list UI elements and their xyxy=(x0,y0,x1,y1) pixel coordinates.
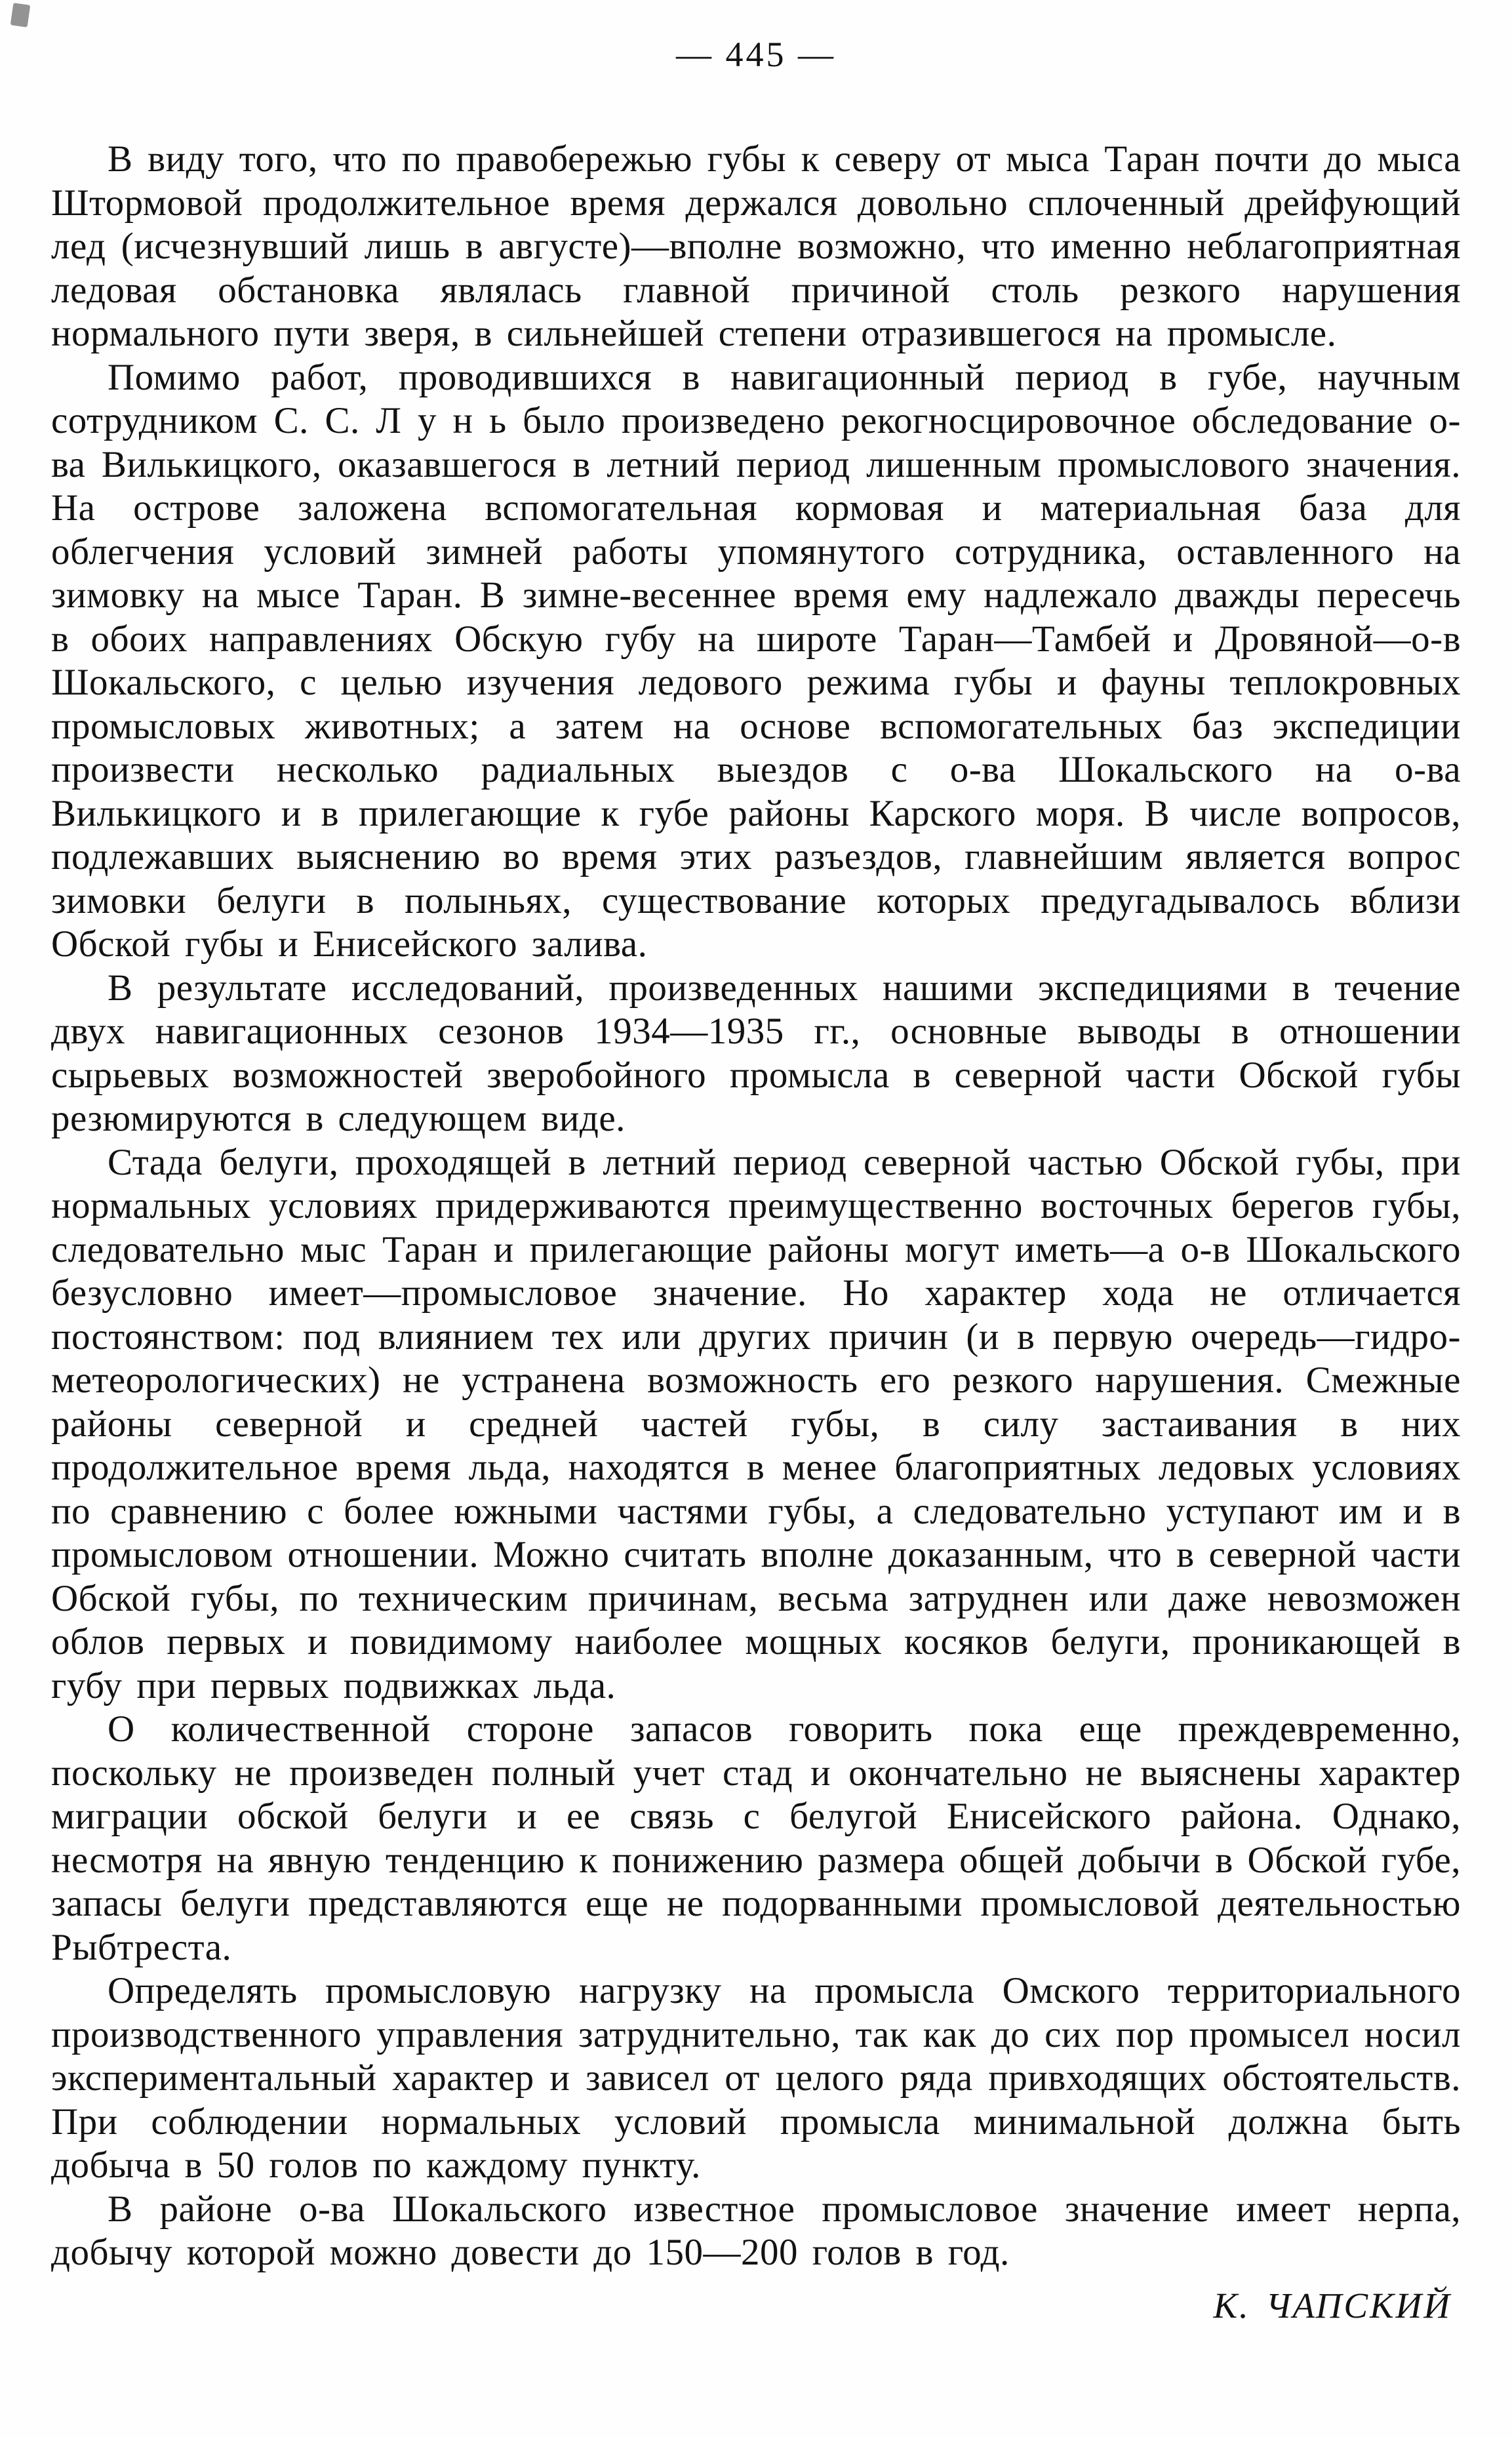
paragraph-beluga-herds: Стада белуги, проходящей в летний период северной частью Обской губы, при нормальных условиях придерживаются преимущественно восточных берегов губы, следовательно мыс Таран и прилегающие районы могут иметь—а о-в Шокальского безусловно имеет—промысловое значение. Но характер хода не отличается постоянством: под влиянием тех или других причин (и в первую очередь—гидро-метеорологических) не устранена возможность его резкого нарушения. Смежные районы северной и средней частей губы, в силу застаивания в них продолжительное время льда, находятся в менее благоприятных ледовых условиях по сравнению с более южными частями губы, а следовательно уступают им и в промысловом отношении. Можно считать вполне доказанным, что в северной части Обской губы, по техническим причинам, весьма затруднен или даже невозможен облов первых и повидимому наиболее мощных косяков белуги, проникающей в губу при первых подвижках льда. xyxy=(51,1141,1461,1706)
paragraph-ice-conditions: В виду того, что по правобережью губы к северу от мыса Таран почти до мыса Штормовой продолжительное время держался довольно сплоченный дрейфующий лед (исчезнувший лишь в августе)—вполне возможно, что именно неблагоприятная ледовая обстановка являлась главной причиной столь резкого нарушения нормального пути зверя, в сильнейшей степени отразившегося на промысле. xyxy=(51,138,1461,354)
paragraph-results-summary: В результате исследований, произведенных нашими экспедициями в течение двух навигационных сезонов 1934—1935 гг., основные выводы в отношении сырьевых возможностей зверобойного промысла в северной части Обской губы резюмируются в следующем виде. xyxy=(51,967,1461,1139)
paragraph-lun-survey: Помимо работ, проводившихся в навигационный период в губе, научным сотрудником С. С. Л у н ь было произведено рекогносцировочное обследование о-ва Вилькицкого, оказавшегося в летний период лишенным промыслового значения. На острове заложена вспомогательная кормовая и материальная база для облегчения условий зимней работы упомянутого сотрудника, оставленного на зимовку на мысе Таран. В зимне-весеннее время ему надлежало дважды пересечь в обоих направлениях Обскую губу на широте Таран—Тамбей и Дровяной—о-в Шокальского, с целью изучения ледового режима губы и фауны теплокровных промысловых животных; а затем на основе вспомогательных баз экспедиции произвести несколько радиальных выездов с о-ва Шокальского на о-ва Вилькицкого и в прилегающие к губе районы Карского моря. В числе вопросов, подлежавших выяснению во время этих разъездов, главнейшим является вопрос зимовки белуги в полыньях, существование которых предугадывалось вблизи Обской губы и Енисейского залива. xyxy=(51,356,1461,965)
paragraph-hunting-load: Определять промысловую нагрузку на промысла Омского территориального производственного управления затруднительно, так как до сих пор промысел носил экспериментальный характер и зависел от целого ряда привходящих обстоятельств. При соблюдении нормальных условий промысла минимальной должна быть добыча в 50 голов по каждому пункту. xyxy=(51,1970,1461,2186)
scan-artifact xyxy=(10,3,30,27)
author-signature: К. ЧАПСКИЙ xyxy=(1213,2285,1452,2326)
page-number: — 445 — xyxy=(676,35,836,74)
paragraph-seal-catch: В районе о-ва Шокальского известное промысловое значение имеет нерпа, добычу которой можно довести до 150—200 голов в год. xyxy=(51,2188,1461,2273)
article-text xyxy=(51,138,1461,2327)
paragraph-stock-quantity: О количественной стороне запасов говорить пока еще преждевременно, поскольку не произведен полный учет стад и окончательно не выяснены характер миграции обской белуги и ее связь с белугой Енисейского района. Однако, несмотря на явную тенденцию к понижению размера общей добычи в Обской губе, запасы белуги представляются еще не подорванными промысловой деятельностью Рыбтреста. xyxy=(51,1708,1461,1968)
